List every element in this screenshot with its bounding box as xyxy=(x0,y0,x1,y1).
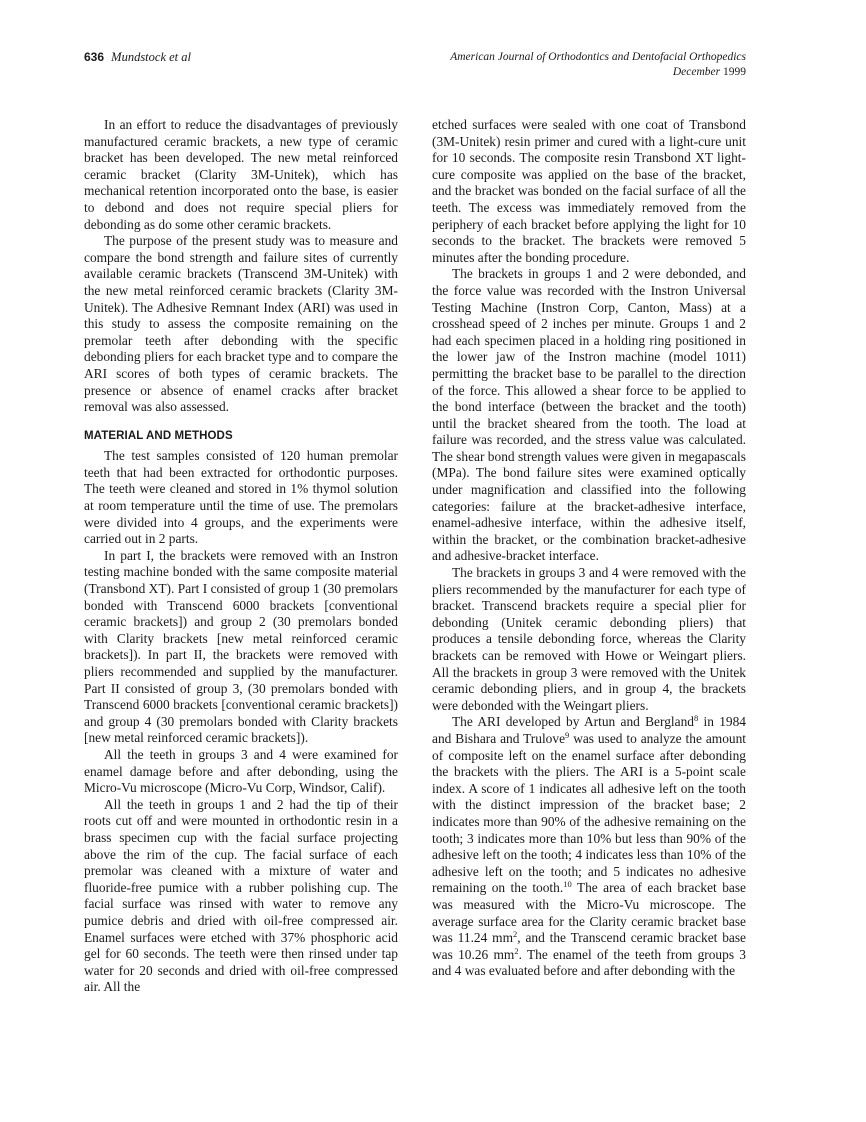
issue-month: December xyxy=(672,66,721,78)
running-head xyxy=(84,50,746,90)
paragraph-intro-1: In an effort to reduce the disadvantages of previously manufactured ceramic brackets, a new type of ceramic bracket has been developed. The new metal reinforced ceramic bracket (Clarity 3M-Unitek), which has mechanical retention incorporated onto the base, is easier to debond and does not require special pliers for debonding as do some other ceramic brackets. xyxy=(84,117,398,232)
paragraph-methods-1: The test samples consisted of 120 human premolar teeth that had been extracted for orthodontic purposes. The teeth were cleaned and stored in 1% thymol solution at room temperature until the time of use. The premolars were divided into 4 groups, and the experiments were carried out in 2 parts. xyxy=(84,448,398,547)
paragraph-intro-2: The purpose of the present study was to measure and compare the bond strength and failure sites of currently available ceramic brackets (Transcend 3M-Unitek) with the new metal reinforced ceramic brackets (Clarity 3M-Unitek). The Adhesive Remnant Index (ARI) was used in this study to assess the composite remaining on the premolar teeth after debonding with the specific debonding pliers for each bracket type and to compare the ARI scores of both types of ceramic brackets. The presence or absence of enamel cracks after bracket removal was also assessed. xyxy=(84,233,398,415)
citation-8: 8 xyxy=(693,713,699,724)
running-head-right xyxy=(450,50,746,80)
section-heading-methods: MATERIAL AND METHODS xyxy=(84,429,233,442)
paragraph-methods-3: All the teeth in groups 3 and 4 were examined for enamel damage before and after debonding, using the Micro-Vu microscope (Micro-Vu Corp, Windsor, Calif). xyxy=(84,746,398,796)
ari-text-f: . The enamel of the teeth from groups 3 and 4 was evaluated before and after debonding with the xyxy=(432,946,746,979)
left-column xyxy=(84,117,398,996)
ari-text-e: , and the Transcend ceramic bracket base was 10.26 mm xyxy=(432,930,747,962)
ari-text-d: The area of each bracket base was measured with the Micro-Vu microscope. The average surface area for the Clarity ceramic bracket base was 11.24 mm xyxy=(432,880,746,946)
paragraph-methods-4: All the teeth in groups 1 and 2 had the tip of their roots cut off and were mounted in orthodontic resin in a brass specimen cup with the facial surface projecting above the rim of the cup. The facial surface of each premolar was cleaned with a mixture of water and fluoride-free pumice with a rubber polishing cup. The facial surface was rinsed with water to remove any pumice debris and dried with oil-free compressed air. Enamel surfaces were etched with 37% phosphoric acid gel for 60 seconds. The teeth were then rinsed under tap water for 20 seconds and dried with oil-free compressed air. All the xyxy=(84,796,398,995)
ari-text-a: The ARI developed by Artun and Bergland xyxy=(452,714,694,730)
citation-9: 9 xyxy=(565,729,570,740)
ari-text-b: in 1984 and Bishara and Trulove xyxy=(432,714,746,746)
running-author: Mundstock et al xyxy=(111,50,191,64)
ari-text-c: was used to analyze the amount of composite left on the enamel surface after debonding the brackets with the pliers. The ARI is a 5-point scale index. A score of 1 indicates all adhesive left on the tooth with the distinct impression of the bracket base; 2 indicates more than 90% of the adhesive remaining on the tooth; 3 indicates more than 10% but less than 90% of the adhesive left on the tooth; 4 indicates less than 10% of the adhesive left on the tooth; and 5 indicates no adhesive remaining on the tooth. xyxy=(432,730,746,896)
journal-title: American Journal of Orthodontics and Dentofacial Orthopedics xyxy=(450,51,746,63)
citation-10: 10 xyxy=(563,879,572,890)
paragraph-ari xyxy=(432,714,746,980)
running-head-left xyxy=(84,50,191,65)
paragraph-pliers: The brackets in groups 3 and 4 were removed with the pliers recommended by the manufacturer for each type of bracket. Transcend brackets require a special plier for debonding (Unitek ceramic debonding pliers) that produces a tensile debonding force, whereas the Clarity brackets can be removed with Howe or Weingart pliers. All the brackets in group 3 were removed with the Unitek ceramic debonding pliers, and in group 4, the brackets were debonded with the Weingart pliers. xyxy=(432,565,746,713)
issue-year: 1999 xyxy=(723,66,746,78)
paragraph-continued: etched surfaces were sealed with one coat of Transbond (3M-Unitek) resin primer and cured with a light-cure unit for 10 seconds. The composite resin Transbond XT light-cure composite was applied on the base of the bracket, and the bracket was bonded on the facial surface of all the teeth. The excess was immediately removed from the periphery of each bracket before applying the light for 10 seconds to the bracket. The brackets were removed 5 minutes after the bonding procedure. xyxy=(432,117,746,265)
page-number: 636 xyxy=(84,50,105,64)
superscript-squared: 2 xyxy=(514,945,519,956)
superscript-squared: 2 xyxy=(513,929,518,940)
right-column xyxy=(432,117,746,980)
paragraph-methods-2: In part I, the brackets were removed with an Instron testing machine bonded with the same composite material (Transbond XT). Part I consisted of group 1 (30 premolars bonded with Transcend 6000 brackets [conventional ceramic brackets]) and group 2 (30 premolars bonded with Clarity brackets [new metal reinforced ceramic brackets]). In part II, the brackets were removed with pliers recommended and supplied by the manufacturer. Part II consisted of group 3, (30 premolars bonded with Transcend 6000 brackets [conventional ceramic brackets]) and group 4 (30 premolars bonded with Clarity brackets [new metal reinforced ceramic brackets]). xyxy=(84,547,398,746)
issue-date xyxy=(450,65,746,80)
paragraph-instron: The brackets in groups 1 and 2 were debonded, and the force value was recorded with the Instron Universal Testing Machine (Instron Corp, Canton, Mass) at a crosshead speed of 2 inches per minute. Groups 1 and 2 had each specimen placed in a holding ring positioned in the lower jaw of the Instron machine (model 1011) permitting the bracket base to be parallel to the direction of the force. This allowed a shear force to be applied to the bond interface (between the bracket and the tooth) until the bracket sheared from the tooth. The load at failure was recorded, and the stress value was calculated. The shear bond strength values were given in megapascals (MPa). The bond failure sites were examined optically under magnification and classified into the following categories: failure at the bracket-adhesive interface, enamel-adhesive interface, within the adhesive itself, within the bracket, or the combination bracket-adhesive and adhesive-bracket interface. xyxy=(432,266,746,564)
